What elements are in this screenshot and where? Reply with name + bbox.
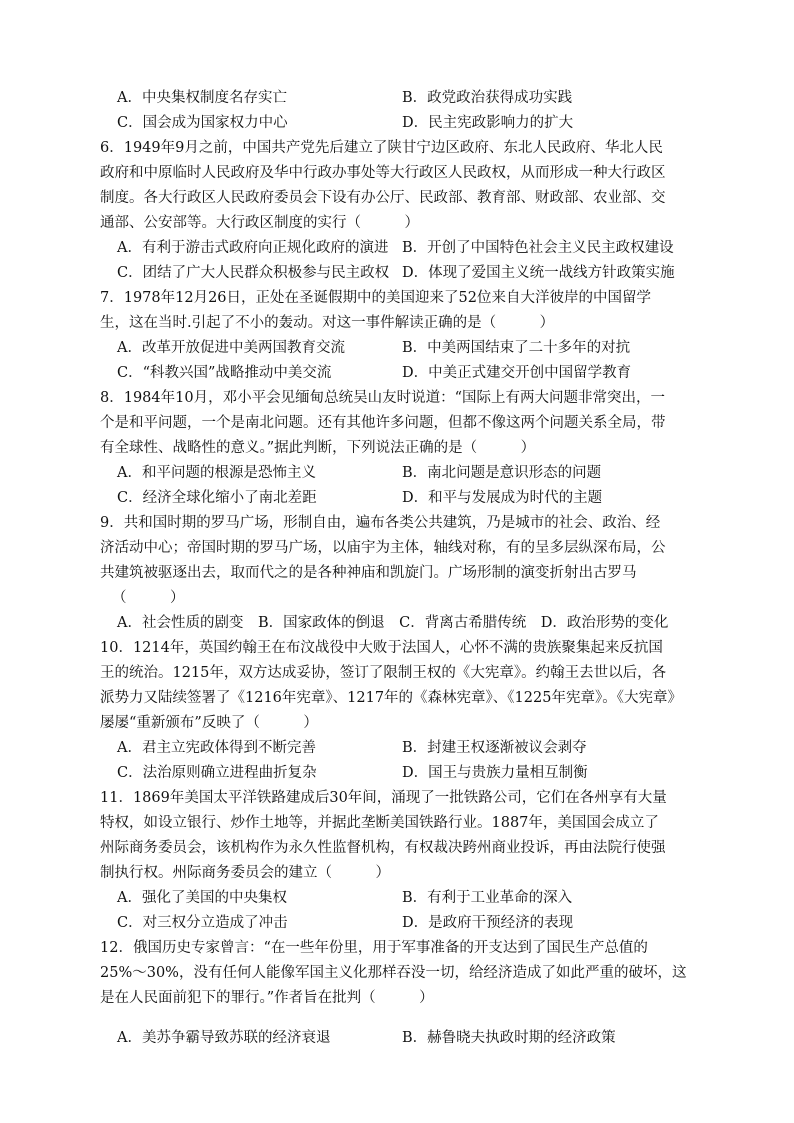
q12-option-b: B．赫鲁晓夫执政时期的经济政策 [402, 1030, 616, 1046]
q6-option-c: C．团结了广大人民群众积极参与民主政权 [117, 265, 390, 281]
q5-option-b: B．政党政治获得成功实践 [402, 90, 573, 106]
q8-stem-line-3: 有全球性、战略性的意义。”据此判断，下列说法正确的是（ ） [100, 440, 536, 456]
q7-stem-line-1: 7．1978年12月26日，正处在圣诞假期中的美国迎来了52位来自大洋彼岸的中国留学 [100, 290, 651, 306]
q8-option-a: A．和平问题的根源是恐怖主义 [117, 465, 316, 481]
q11-option-c: C．对三权分立造成了冲击 [117, 915, 288, 931]
q8-option-c: C．经济全球化缩小了南北差距 [117, 490, 317, 506]
q10-stem-line-4: 屡屡“重新颁布”反映了（ ） [100, 715, 318, 731]
q10-stem-line-3: 派势力又陆续签署了《1216年宪章》、1217年的《森林宪章》、《1225年宪章》。《大宪章》 [100, 690, 682, 706]
q12-option-a: A．美苏争霸导致苏联的经济衰退 [117, 1030, 331, 1046]
q9-stem-line-4: （ ） [112, 590, 185, 606]
q11-stem-line-1: 11．1869年美国太平洋铁路建成后30年间，涌现了一批铁路公司，它们在各州享有大量 [100, 790, 667, 806]
q7-option-c: C．“科教兴国”战略推动中美交流 [117, 365, 332, 381]
q12-stem-line-1: 12．俄国历史专家曾言：“在一些年份里，用于军事准备的开支达到了国民生产总值的 [100, 940, 648, 956]
q10-option-d: D．国王与贵族力量相互制衡 [402, 765, 588, 781]
q6-option-b: B．开创了中国特色社会主义民主政权建设 [402, 240, 674, 256]
q11-stem-line-4: 制执行权。州际商务委员会的建立（ ） [100, 865, 390, 881]
q12-stem-line-2: 25%～30%，没有任何人能像军国主义化那样吞没一切，给经济造成了如此严重的破坏，这 [100, 965, 687, 981]
q7-option-b: B．中美两国结束了二十多年的对抗 [402, 340, 631, 356]
q5-option-c: C．国会成为国家权力中心 [117, 115, 288, 131]
q8-option-d: D．和平与发展成为时代的主题 [402, 490, 603, 506]
q9-stem-line-1: 9．共和国时期的罗马广场，形制自由，遍布各类公共建筑，乃是城市的社会、政治、经 [100, 515, 661, 531]
q10-option-c: C．法治原则确立进程曲折复杂 [117, 765, 317, 781]
q10-option-b: B．封建王权逐渐被议会剥夺 [402, 740, 587, 756]
q6-stem-line-2: 政府和中原临时人民政府及华中行政办事处等大行政区人民政权，从而形成一种大行政区 [100, 165, 666, 181]
q11-option-d: D．是政府干预经济的表现 [402, 915, 574, 931]
q9-stem-line-2: 济活动中心；帝国时期的罗马广场，以庙宇为主体，轴线对称，有的呈多层纵深布局，公 [100, 540, 666, 556]
q11-option-b: B．有利于工业革命的深入 [402, 890, 573, 906]
q9-stem-line-3: 共建筑被驱逐出去，取而代之的是各种神庙和凯旋门。广场形制的演变折射出古罗马 [100, 565, 637, 581]
q6-stem-line-1: 6．1949年9月之前，中国共产党先后建立了陕甘宁边区政府、东北人民政府、华北人民 [100, 140, 663, 156]
q7-option-d: D．中美正式建交开创中国留学教育 [402, 365, 632, 381]
q6-option-a: A．有利于游击式政府向正规化政府的演进 [117, 240, 389, 256]
q11-stem-line-2: 特权，如设立银行、炒作土地等，并据此垄断美国铁路行业。1887年，美国国会成立了 [100, 815, 659, 831]
q9-options: A．社会性质的剧变 B．国家政体的倒退 C．背离古希腊传统 D．政治形势的变化 [117, 615, 669, 631]
q11-option-a: A．强化了美国的中央集权 [117, 890, 287, 906]
q8-stem-line-1: 8．1984年10月，邓小平会见缅甸总统吴山友时说道：“国际上有两大问题非常突出，一 [100, 390, 665, 406]
q5-option-d: D．民主宪政影响力的扩大 [402, 115, 574, 131]
q10-stem-line-2: 王的统治。1215年，双方达成妥协，签订了限制王权的《大宪章》。约翰王去世以后，各 [100, 665, 667, 681]
q10-option-a: A．君主立宪政体得到不断完善 [117, 740, 316, 756]
q6-option-d: D．体现了爱国主义统一战线方针政策实施 [402, 265, 675, 281]
q8-option-b: B．南北问题是意识形态的问题 [402, 465, 602, 481]
q7-stem-line-2: 生，这在当时.引起了不小的轰动。对这一事件解读正确的是（ ） [100, 315, 555, 331]
q6-stem-line-3: 制度。各大行政区人民政府委员会下设有办公厅、民政部、教育部、财政部、农业部、交 [100, 190, 666, 206]
q12-stem-line-3: 是在人民面前犯下的罪行。”作者旨在批判（ ） [100, 990, 434, 1006]
q6-stem-line-4: 通部、公安部等。大行政区制度的实行（ ） [100, 215, 419, 231]
q8-stem-line-2: 个是和平问题，一个是南北问题。还有其他许多问题，但都不像这两个问题关系全局，带 [100, 415, 666, 431]
q7-option-a: A．改革开放促进中美两国教育交流 [117, 340, 345, 356]
q10-stem-line-1: 10．1214年，英国约翰王在布汶战役中大败于法国人，心怀不满的贵族聚集起来反抗国 [100, 640, 663, 656]
q5-option-a: A．中央集权制度名存实亡 [117, 90, 287, 106]
q11-stem-line-3: 州际商务委员会，该机构作为永久性监督机构，有权裁决跨州商业投诉，再由法院行使强 [100, 840, 666, 856]
